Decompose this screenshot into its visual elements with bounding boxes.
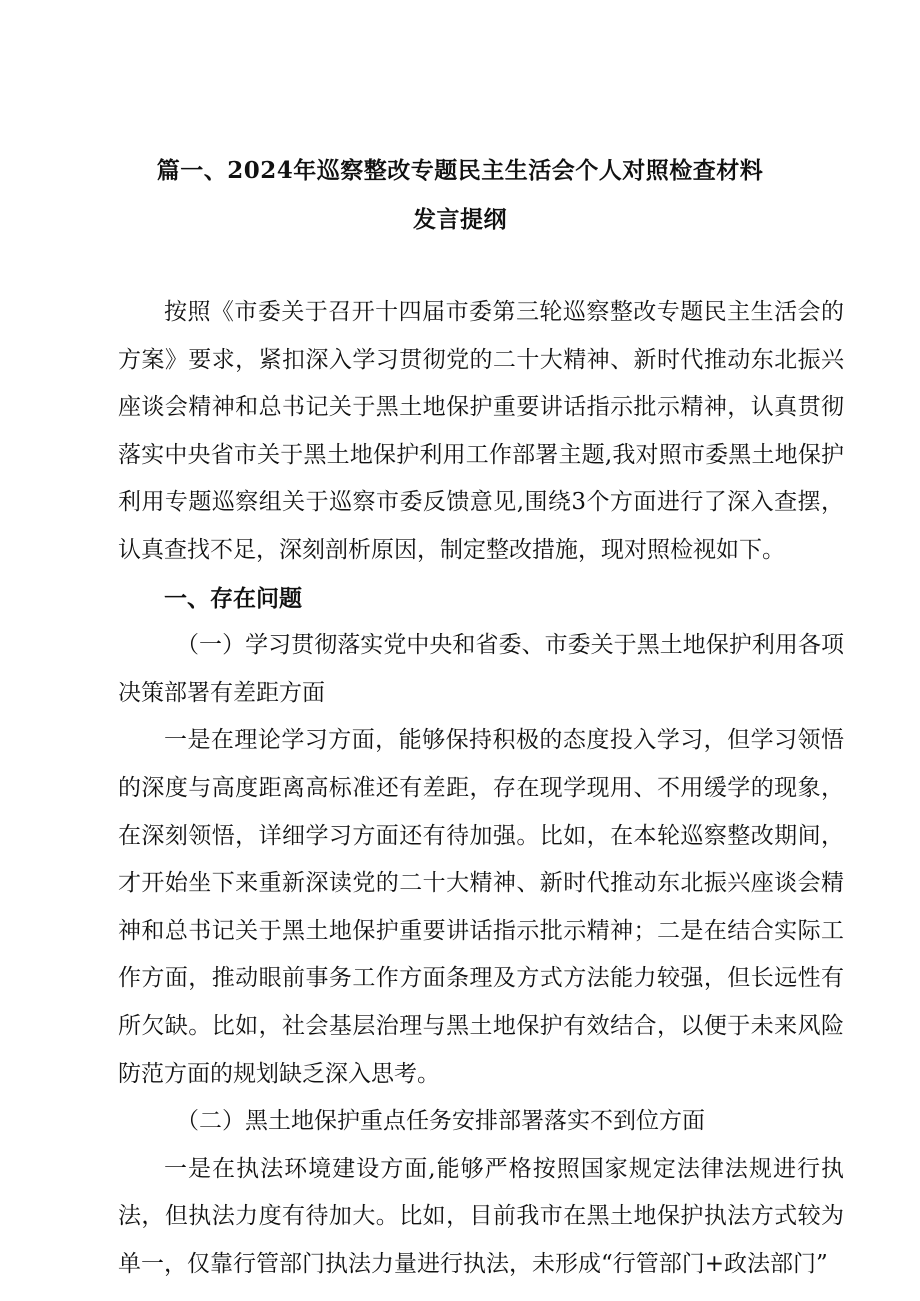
document-body <box>118 289 844 1288</box>
intro-paragraph: 按照《市委关于召开十四届市委第三轮巡察整改专题民主生活会的方案》要求，紧扣深入学习贯彻党的二十大精神、新时代推动东北振兴座谈会精神和总书记关于黑土地保护重要讲话指示批示精神，认真贯彻落实中央省市关于黑土地保护利用工作部署主题,我对照市委黑土地保护利用专题巡察组关于巡察市委反馈意见,围绕3个方面进行了深入查摆，认真查找不足，深刻剖析原因，制定整改措施，现对照检视如下。 <box>118 299 844 563</box>
subsection-2-paragraph: 一是在执法环境建设方面,能够严格按照国家规定法律法规进行执法，但执法力度有待加大。比如，目前我市在黑土地保护执法方式较为单一，仅靠行管部门执法力量进行执法，未形成“行管部门+政法部门” <box>118 1155 844 1277</box>
document-title-line2: 发言提纲 <box>413 206 507 233</box>
section-heading-problems: 一、存在问题 <box>164 584 302 612</box>
subsection-1-paragraph: 一是在理论学习方面，能够保持积极的态度投入学习，但学习领悟的深度与高度距离高标准还有差距，存在现学现用、不用缓学的现象，在深刻领悟，详细学习方面还有待加强。比如，在本轮巡察整改期间，才开始坐下来重新深读党的二十大精神、新时代推动东北振兴座谈会精神和总书记关于黑土地保护重要讲话指示批示精神；二是在结合实际工作方面，推动眼前事务工作方面条理及方式方法能力较强，但长远性有所欠缺。比如，社会基层治理与黑土地保护有效结合，以便于未来风险防范方面的规划缺乏深入思考。 <box>118 727 844 1087</box>
subsection-heading-1: （一）学习贯彻落实党中央和省委、市委关于黑土地保护利用各项决策部署有差距方面 <box>118 632 844 706</box>
document-title-line1: 篇一、2024年巡察整改专题民主生活会个人对照检查材料 <box>156 157 764 184</box>
subsection-heading-2: （二）黑土地保护重点任务安排部署落实不到位方面 <box>176 1108 705 1135</box>
